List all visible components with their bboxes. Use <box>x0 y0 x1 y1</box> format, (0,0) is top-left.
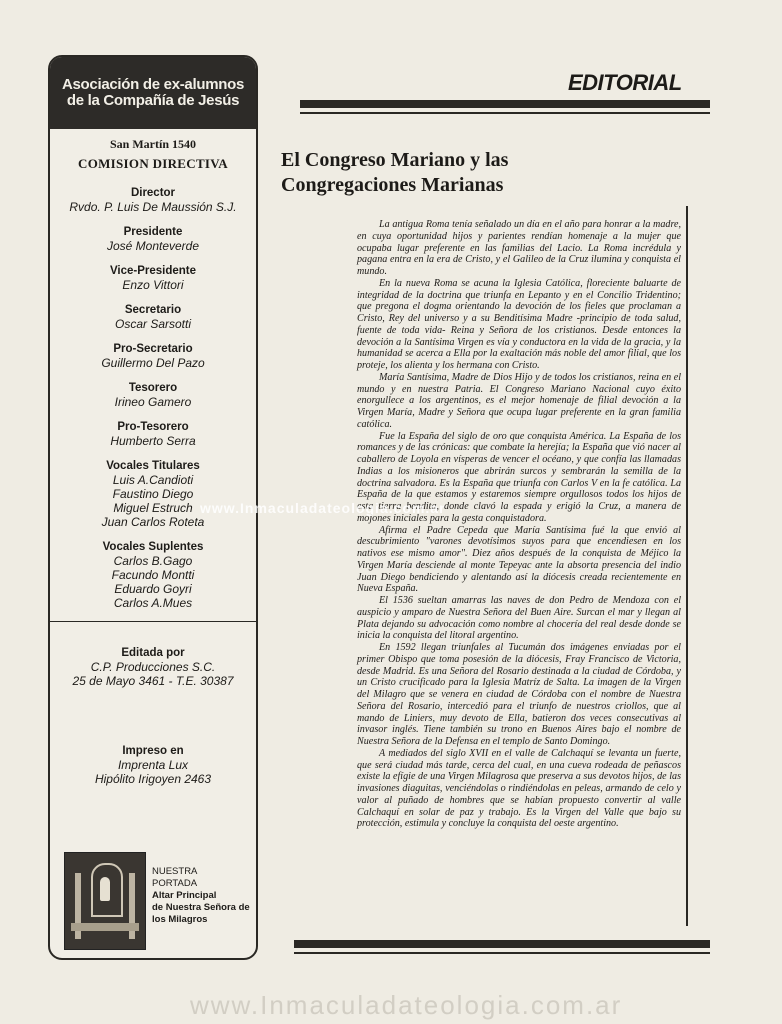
role-name: Luis A.Candioti <box>112 473 194 487</box>
role-vocales-suplentes <box>50 540 256 610</box>
edited-address: 25 de Mayo 3461 - T.E. 30387 <box>72 674 234 688</box>
role-title: Secretario <box>124 304 182 316</box>
article-paragraph: Fue la España del siglo de oro que conquista América. La España de los romances y de las crónicas: que combate la herejía; la España que vió nacer al caballero de Loyola en vísperas de vencer el océano, y que confía las llamadas Indias a los misioneros que abrirán surcos y sembrarán la semilla de la doctrina salvadora. Es la España que triunfa con Carlos V en la fe católica. La España de la que estamos y estaremos siempre orgullosos todos los hijos de esta tierra bendita, donde clavó la espada y erigió la Cruz, a manera de mojones iniciales para la gesta conquistadora. <box>357 430 681 524</box>
role-tesorero <box>50 381 256 409</box>
role-title: Vice-Presidente <box>109 265 197 277</box>
printed-address: Hipólito Irigoyen 2463 <box>94 772 212 786</box>
role-name: Carlos B.Gago <box>113 554 193 568</box>
article-paragraph: A mediados del siglo XVII en el valle de Calchaquí se levanta un fuerte, que será ciudad más tarde, cerca del cual, en una cueva rodeada de peñascos existe la efígie de una Virgen Milagrosa que preserva a sus devotos hijos, de las invasiones diaguitas, venciéndolas o rindiéndolas en peleas, armando de celo y valor al puñado de hombres que se habían propuesto convertir al valle Calchaquí en solar de paz y trabajo. Es la Virgen del Valle que bajo su protección, estimula y concluye la conquista del oeste argentino. <box>357 747 681 830</box>
column-rule <box>686 206 688 926</box>
role-secretario <box>50 303 256 331</box>
edited-name: C.P. Producciones S.C. <box>90 660 216 674</box>
header-rule <box>300 100 710 108</box>
role-name: Enzo Vittori <box>122 278 184 292</box>
role-name: Faustino Diego <box>112 487 194 501</box>
role-title: Tesorero <box>128 382 178 394</box>
footer-rule-thin <box>294 952 710 954</box>
altar-photo <box>64 852 146 950</box>
association-address: San Martín 1540 <box>109 137 196 151</box>
role-title: Pro-Secretario <box>113 343 193 355</box>
edited-by-block <box>50 646 256 688</box>
watermark-bottom-text: www.Inmaculadateologia.com.ar <box>190 990 623 1020</box>
printed-by-block <box>50 744 256 786</box>
role-director <box>50 186 256 214</box>
article-title <box>281 148 661 198</box>
role-vocales-titulares <box>50 459 256 529</box>
role-title: Presidente <box>123 226 183 238</box>
article-paragraph: La antigua Roma tenía señalado un día en el año para honrar a la madre, en cuya oportunidad hijos y parientes rendían homenaje a la mujer que ocupaba lugar preferente en las familias del Lacio. La Roma incrédula y pagana entra en la era de Cristo, y el Galileo de la Cruz ilumina y conquista el mundo. <box>357 219 681 277</box>
role-title: Vocales Titulares <box>106 460 200 472</box>
cover-caption <box>152 852 250 950</box>
cover-note <box>64 852 250 950</box>
association-name-line1: Asociación de ex-alumnos <box>61 76 245 93</box>
role-name: Eduardo Goyri <box>114 582 192 596</box>
header-rule-thin <box>300 112 710 114</box>
role-name: Oscar Sarsotti <box>114 317 192 331</box>
article-paragraph: En 1592 llegan triunfales al Tucumán dos imágenes enviadas por el primer Obispo que toma posesión de la diócesis, Fray Francisco de Victoria, desde Madrid. Es una Señora del Rosario destinada a la ciudad de Córdoba, y un Cristo crucificado para la Iglesia Matríz de Salta. La imagen de la Virgen del Milagro que se venera en ciudad de Córdoba con el nombre de Nuestra Señora del Rosario, intercedió para el triunfo de nuestros criollos, que al mando de Liniers, muy devoto de Ella, batieron dos veces consecutivas al invasor inglés. Tiene también su trono en Buenos Aires bajo el nombre de Nuestra Señora de la Defensa en el templo de Santo Domingo. <box>357 642 681 747</box>
role-title: Vocales Suplentes <box>102 541 204 553</box>
section-label: EDITORIAL <box>568 70 682 95</box>
association-header <box>50 57 256 129</box>
cover-line4: de Nuestra Señora de <box>152 902 250 913</box>
commission-heading: COMISION DIRECTIVA <box>78 156 228 171</box>
role-presidente <box>50 225 256 253</box>
role-name: Facundo Montti <box>111 568 195 582</box>
role-vice-presidente <box>50 264 256 292</box>
cover-line1: NUESTRA <box>152 866 198 877</box>
role-title: Director <box>130 187 176 199</box>
cover-line5: los Milagros <box>152 914 208 925</box>
footer-rule <box>294 940 710 948</box>
watermark-text: www.Inmaculadateologia.com.ar <box>200 500 446 516</box>
printed-name: Imprenta Lux <box>117 758 189 772</box>
association-name-line2: de la Compañía de Jesús <box>66 92 240 109</box>
article-title-line1: El Congreso Mariano y las <box>281 149 509 171</box>
cover-line3: Altar Principal <box>152 890 217 901</box>
article-title-line2: Congregaciones Marianas <box>281 174 504 196</box>
article-paragraph: En la nueva Roma se acuna la Iglesia Católica, floreciente baluarte de integridad de la doctrina que triunfa en Lepanto y en el Concilio Tridentino; que pregona el dogma orientando la devoción de los fieles que proclaman a Cristo, Rey del universo y a su Benditísima Madre -principio de toda salud, fuente de toda vida- Reina y Señora de los cristianos. Desde entonces la devoción a la Santísima Virgen es vía y conductora en la vida de la gracia, y la humanidad se acerca a Ella por la exaltación más noble del amor filial, que los proteje, los alienta y los hermana con Cristo. <box>357 277 681 371</box>
role-name: Irineo Gamero <box>114 395 192 409</box>
role-name: Carlos A.Mues <box>113 596 193 610</box>
article-paragraph: Afirma el Padre Cepeda que María Santísima fué la que envió al descubrimiento "varones devotísimos suyos para que encendiesen en los nativos ese mismo amor". Diez años después de la conquista de Méjico la Virgen María desciende al monte Tepeyac ante la absorta presencia del indio Juan Diego bendiciendo y alentando así la diócesis creada recientemente en Nueva España. <box>357 524 681 595</box>
role-pro-tesorero <box>50 420 256 448</box>
role-name: Miguel Estruch <box>113 501 193 515</box>
role-name: Humberto Serra <box>110 434 196 448</box>
role-name: Guillermo Del Pazo <box>101 356 205 370</box>
role-name: José Monteverde <box>106 239 200 253</box>
cover-line2: PORTADA <box>152 878 198 889</box>
printed-label: Impreso en <box>122 745 184 757</box>
role-pro-secretario <box>50 342 256 370</box>
article-paragraph: El 1536 sueltan amarras las naves de don Pedro de Mendoza con el auspicio y amparo de Nuestra Señora del Buen Aire. Surcan el mar y llegan al Plata dejando su advocación como nombre al chocería del real desde donde se inicia la conquista del litoral argentino. <box>357 595 681 642</box>
role-name: Juan Carlos Roteta <box>101 515 205 529</box>
article-body <box>357 219 681 830</box>
edited-label: Editada por <box>121 647 185 659</box>
sidebar-divider <box>50 621 256 622</box>
role-name: Rvdo. P. Luis De Maussión S.J. <box>69 200 237 214</box>
article-paragraph: María Santísima, Madre de Dios Hijo y de todos los cristianos, reina en el mundo y en nuestra Patria. El Congreso Mariano Nacional cuyo éxito enorgullece a los argentinos, es el mejor homenaje de filial devoción a la Virgen María, Madre y Señora que ocupa lugar preferente en la gran familia católica. <box>357 371 681 430</box>
roles-list <box>50 186 256 610</box>
role-title: Pro-Tesorero <box>117 421 189 433</box>
